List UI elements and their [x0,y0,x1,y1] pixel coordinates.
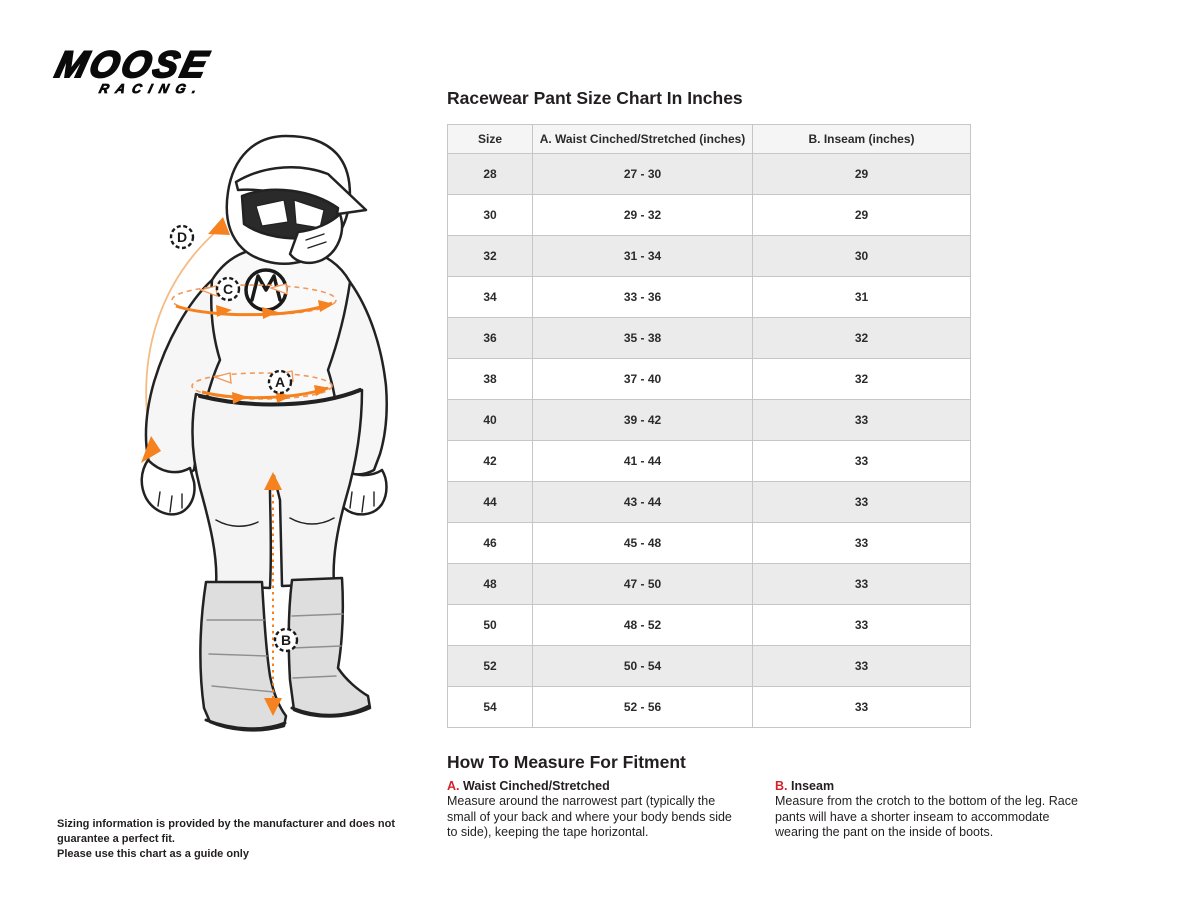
cell-inseam: 33 [753,482,971,523]
table-row [448,482,971,523]
how-to-measure-heading: How To Measure For Fitment [447,752,686,772]
cell-inseam: 33 [753,605,971,646]
figure-label-d: D [176,229,188,245]
table-row [448,359,971,400]
cell-inseam: 33 [753,523,971,564]
cell-inseam: 33 [753,564,971,605]
cell-waist: 33 - 36 [533,277,753,318]
cell-size: 36 [448,318,533,359]
table-row [448,318,971,359]
cell-inseam: 33 [753,400,971,441]
cell-size: 44 [448,482,533,523]
cell-size: 34 [448,277,533,318]
measure-inseam-title [775,779,1079,793]
cell-waist: 50 - 54 [533,646,753,687]
size-chart-title: Racewear Pant Size Chart In Inches [447,88,743,108]
cell-size: 52 [448,646,533,687]
figure-label-a: A [274,374,286,390]
cell-inseam: 33 [753,441,971,482]
cell-inseam: 33 [753,687,971,728]
cell-waist: 37 - 40 [533,359,753,400]
rider-illustration [40,120,440,750]
measure-section-inseam [775,779,1079,841]
cell-size: 38 [448,359,533,400]
cell-size: 28 [448,154,533,195]
moose-racing-logo [49,46,214,96]
cell-inseam: 30 [753,236,971,277]
column-header-waist: A. Waist Cinched/Stretched (inches) [533,125,753,154]
cell-size: 54 [448,687,533,728]
cell-size: 40 [448,400,533,441]
disclaimer-line2: Please use this chart as a guide only [57,847,249,860]
disclaimer-line1: Sizing information is provided by the manufacturer and does not guarantee a perfect fit. [57,818,395,845]
table-row [448,236,971,277]
cell-waist: 31 - 34 [533,236,753,277]
disclaimer [57,817,447,862]
column-header-size: Size [448,125,533,154]
cell-size: 48 [448,564,533,605]
table-row [448,523,971,564]
cell-inseam: 32 [753,318,971,359]
measure-waist-body: Measure around the narrowest part (typically the small of your back and where your body bends side to side), keeping the tape horizontal. [447,794,732,839]
column-header-inseam: B. Inseam (inches) [753,125,971,154]
cell-waist: 29 - 32 [533,195,753,236]
cell-size: 32 [448,236,533,277]
table-row [448,441,971,482]
cell-waist: 47 - 50 [533,564,753,605]
cell-inseam: 33 [753,646,971,687]
logo-wordmark-racing: RACING. [97,81,206,96]
measure-waist-title-text: Waist Cinched/Stretched [462,779,610,793]
figure-label-c: C [222,281,234,297]
cell-waist: 45 - 48 [533,523,753,564]
measure-waist-label: A. [447,779,460,793]
cell-inseam: 32 [753,359,971,400]
table-row [448,195,971,236]
measure-inseam-title-text: Inseam [790,779,835,793]
table-row [448,277,971,318]
cell-inseam: 31 [753,277,971,318]
cell-waist: 52 - 56 [533,687,753,728]
table-row [448,564,971,605]
cell-size: 50 [448,605,533,646]
size-chart-table [447,124,971,728]
cell-size: 46 [448,523,533,564]
cell-waist: 35 - 38 [533,318,753,359]
table-row [448,400,971,441]
cell-inseam: 29 [753,195,971,236]
table-row [448,646,971,687]
measure-inseam-body: Measure from the crotch to the bottom of the leg. Race pants will have a shorter inseam to accommodate wearing the pant on the inside of boots. [775,794,1078,839]
cell-waist: 27 - 30 [533,154,753,195]
cell-size: 30 [448,195,533,236]
measure-waist-title [447,779,745,793]
table-row [448,687,971,728]
figure-label-b: B [280,632,292,648]
table-row [448,605,971,646]
logo-wordmark-moose: MOOSE [51,44,215,85]
cell-size: 42 [448,441,533,482]
cell-waist: 41 - 44 [533,441,753,482]
table-row [448,154,971,195]
cell-inseam: 29 [753,154,971,195]
measure-section-waist [447,779,745,841]
measure-inseam-label: B. [775,779,788,793]
cell-waist: 39 - 42 [533,400,753,441]
cell-waist: 48 - 52 [533,605,753,646]
table-header-row [448,125,971,154]
cell-waist: 43 - 44 [533,482,753,523]
